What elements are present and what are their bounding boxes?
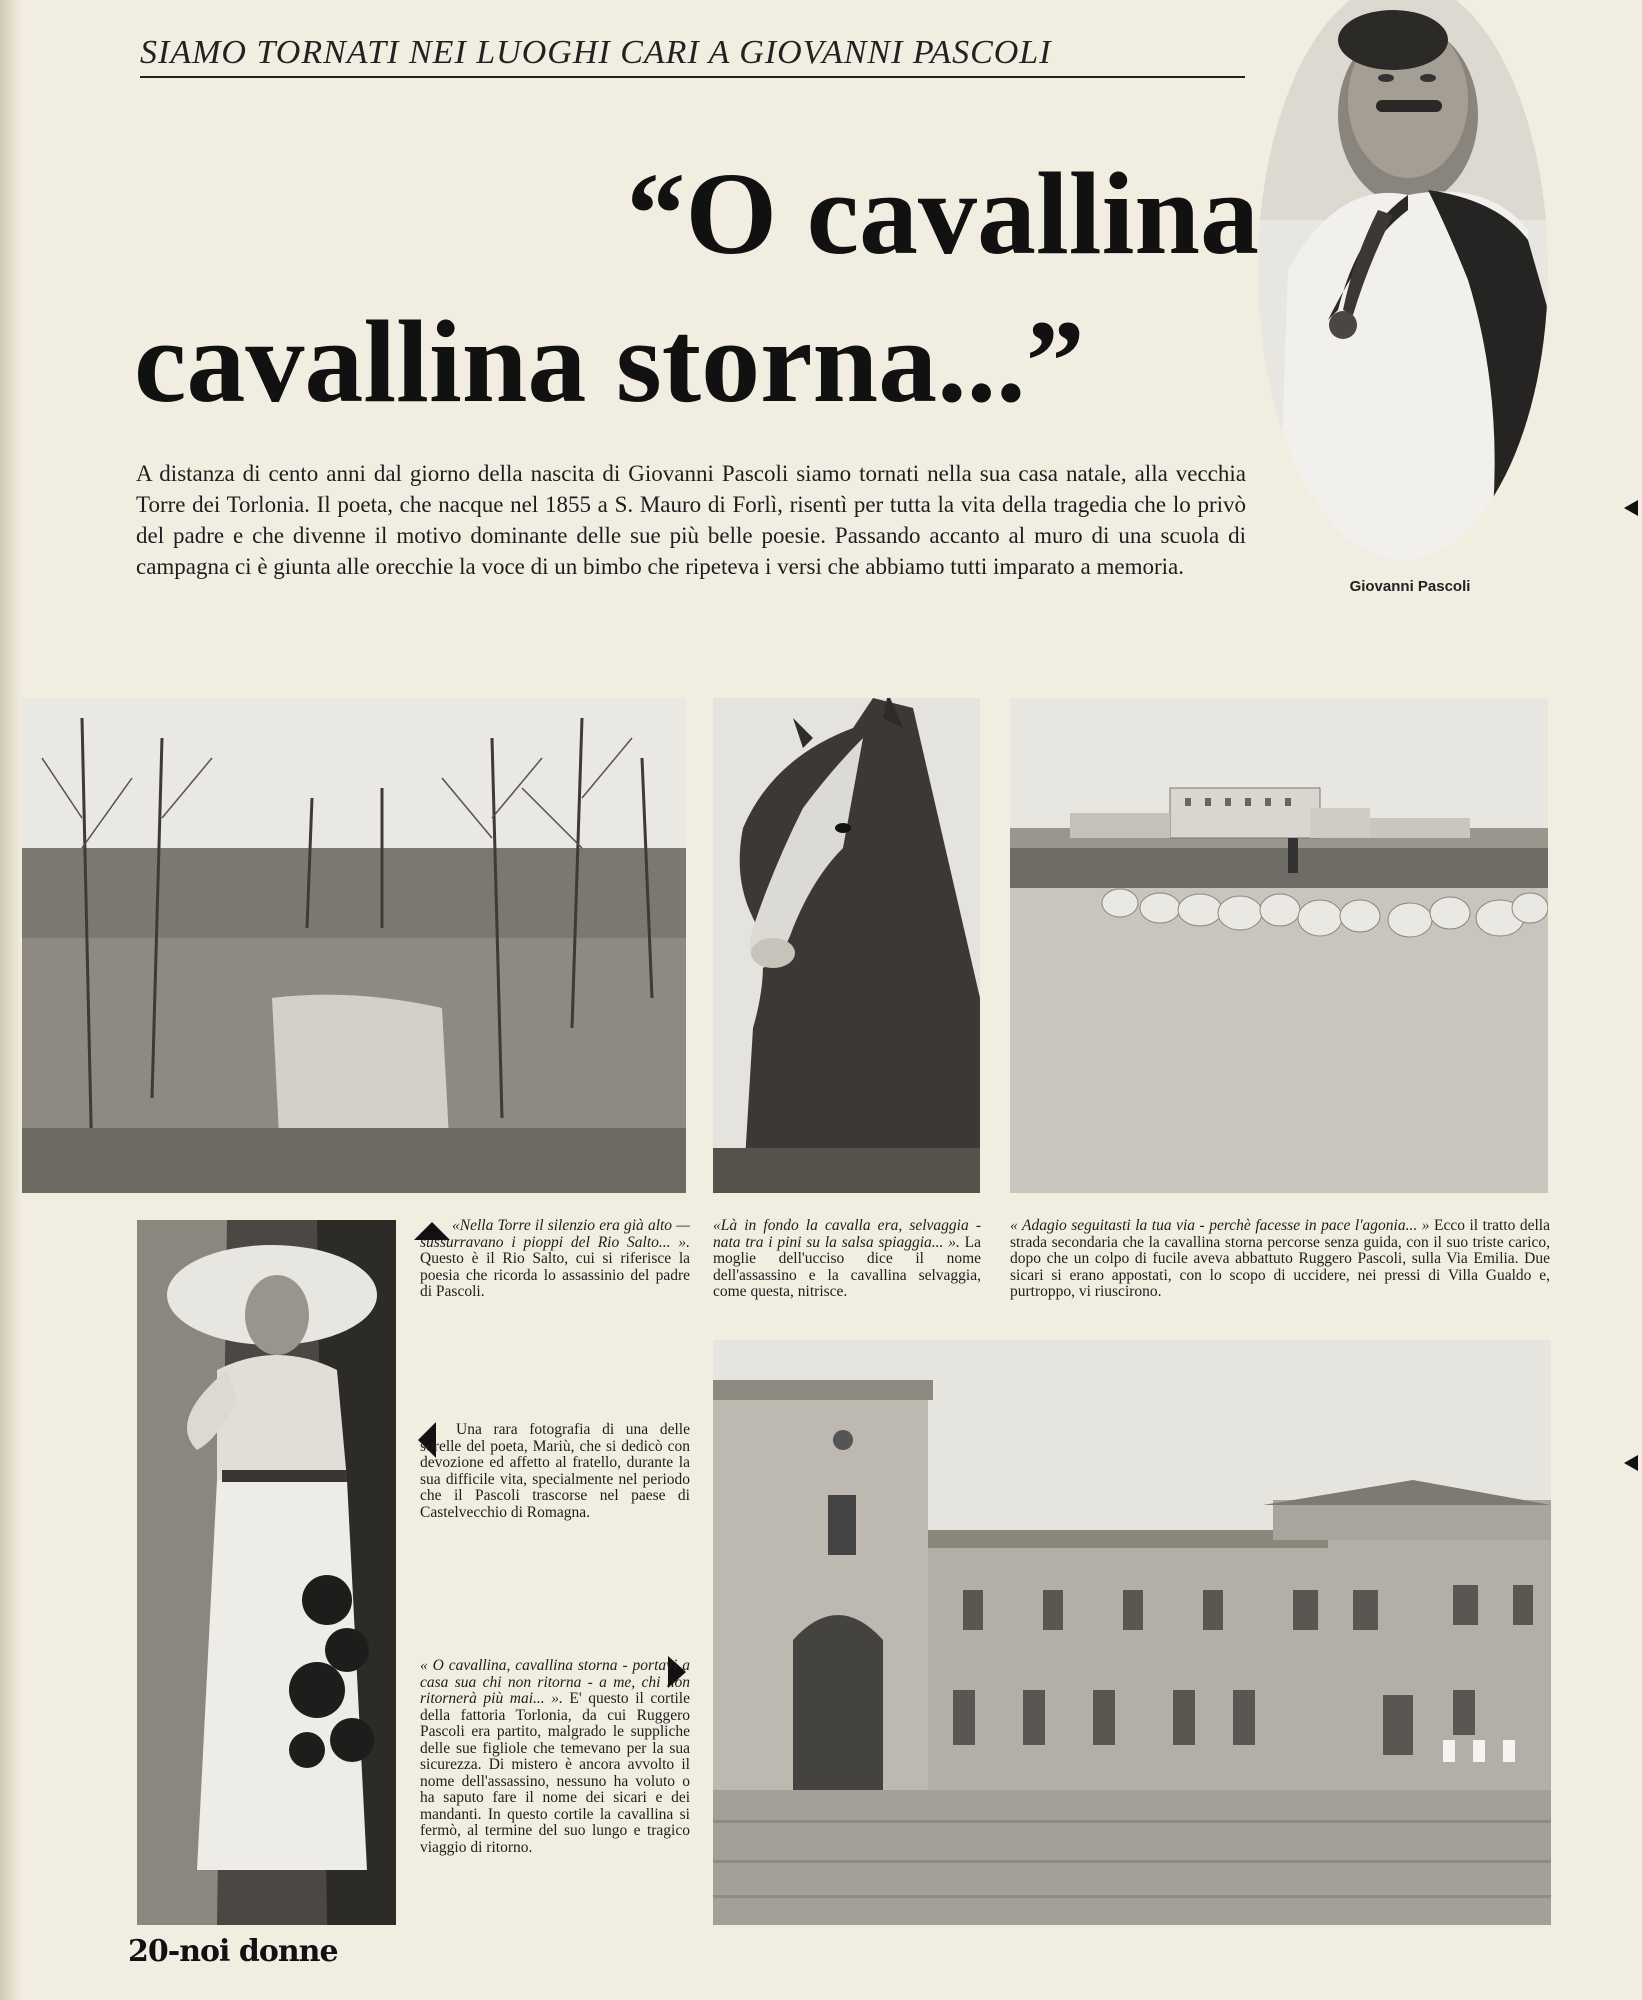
registration-mark xyxy=(1624,1455,1638,1471)
page-footer: 20-noi donne xyxy=(128,1934,338,1969)
caption-horse xyxy=(713,1218,981,1301)
intro-paragraph: A distanza di cento anni dal giorno della nascita di Giovanni Pascoli siamo tornati nella sua casa natale, alla vecchia Torre dei Torlonia. Il poeta, che nacque nel 1855 a S. Mauro di Forlì, risentì per tutta la vita della tragedia che lo privò del padre e che divenne il motivo dominante delle sue più belle poesie. Passando accanto al muro di una scuola di campagna ci è giunta alle orecchie la voce di un bimbo che ripeteva i versi che abbiamo tutti imparato a memoria. xyxy=(136,461,1246,579)
caption-sister xyxy=(420,1422,690,1521)
headline xyxy=(134,140,1264,436)
registration-mark xyxy=(1624,500,1638,516)
photo-rio-salto xyxy=(22,698,686,1193)
photo-sister xyxy=(137,1220,396,1925)
caption-rio-salto-text: Questo è il Rio Salto, cui si riferisce la poesia che ricorda lo assassinio del padre di Pascoli. xyxy=(420,1250,690,1300)
kicker: SIAMO TORNATI NEI LUOGHI CARI A GIOVANNI PASCOLI xyxy=(140,34,1245,78)
caption-sister-text: Una rara fotografia di una delle sorelle del poeta, Mariù, che si dedicò con devozione ed affetto al fratello, durante la sua difficile vita, specialmente nel periodo che il Pascoli trascorse nel paese di Castelvecchio di Romagna. xyxy=(420,1421,690,1521)
photo-horse xyxy=(713,698,980,1193)
headline-line-2: cavallina storna...” xyxy=(134,296,1085,427)
caption-farm-quote: « O cavallina, cavallina storna - portavi a casa sua chi non ritorna - a me, chi non ritornerà più mai... ». xyxy=(420,1657,690,1707)
pascoli-portrait xyxy=(1258,0,1548,560)
photo-farm-courtyard xyxy=(713,1340,1551,1925)
page-edge xyxy=(0,0,22,2000)
caption-road-text: Ecco il tratto della strada secondaria che la cavallina storna percorse senza guida, con il suo triste carico, dopo che un colpo di fucile aveva abbattuto Ruggero Pascoli, sulla Via Emilia. Due sicari si erano appostati, con lo scopo di uccidere, nei pressi di Villa Gualdo e, purtroppo, vi riuscirono. xyxy=(1010,1217,1550,1300)
photo-road-sheep xyxy=(1010,698,1548,1193)
caption-horse-quote: «Là in fondo la cavalla era, selvaggia - nata tra i pini su la salsa spiaggia... ». xyxy=(713,1217,981,1251)
caption-farm xyxy=(420,1658,690,1856)
caption-farm-text: E' questo il cortile della fattoria Torlonia, da cui Ruggero Pascoli era partito, malgrado le suppliche delle sue figliole che temevano per la sua sicurezza. Di mistero è ancora avvolto il nome dell'assassino, nessuno ha voluto o ha saputo fare il nome dei sicari e dei mandanti. In questo cortile la cavallina si fermò, al termine del suo lungo e tragico viaggio di ritorno. xyxy=(420,1690,690,1856)
caption-horse-text: La moglie dell'ucciso dice il nome dell'assassino e la cavallina selvaggia, come questa, nitrisce. xyxy=(713,1233,982,1300)
headline-line-1: “O cavallina xyxy=(626,148,1259,279)
portrait-caption: Giovanni Pascoli xyxy=(1349,578,1471,595)
caption-rio-salto-quote: «Nella Torre il silenzio era già alto — sussurravano i pioppi del Rio Salto... ». xyxy=(420,1217,690,1251)
caption-road-quote: « Adagio seguitasti la tua via - perchè facesse in pace l'agonia... » xyxy=(1010,1217,1430,1234)
caption-rio-salto xyxy=(420,1218,690,1301)
caption-road xyxy=(1010,1218,1550,1301)
